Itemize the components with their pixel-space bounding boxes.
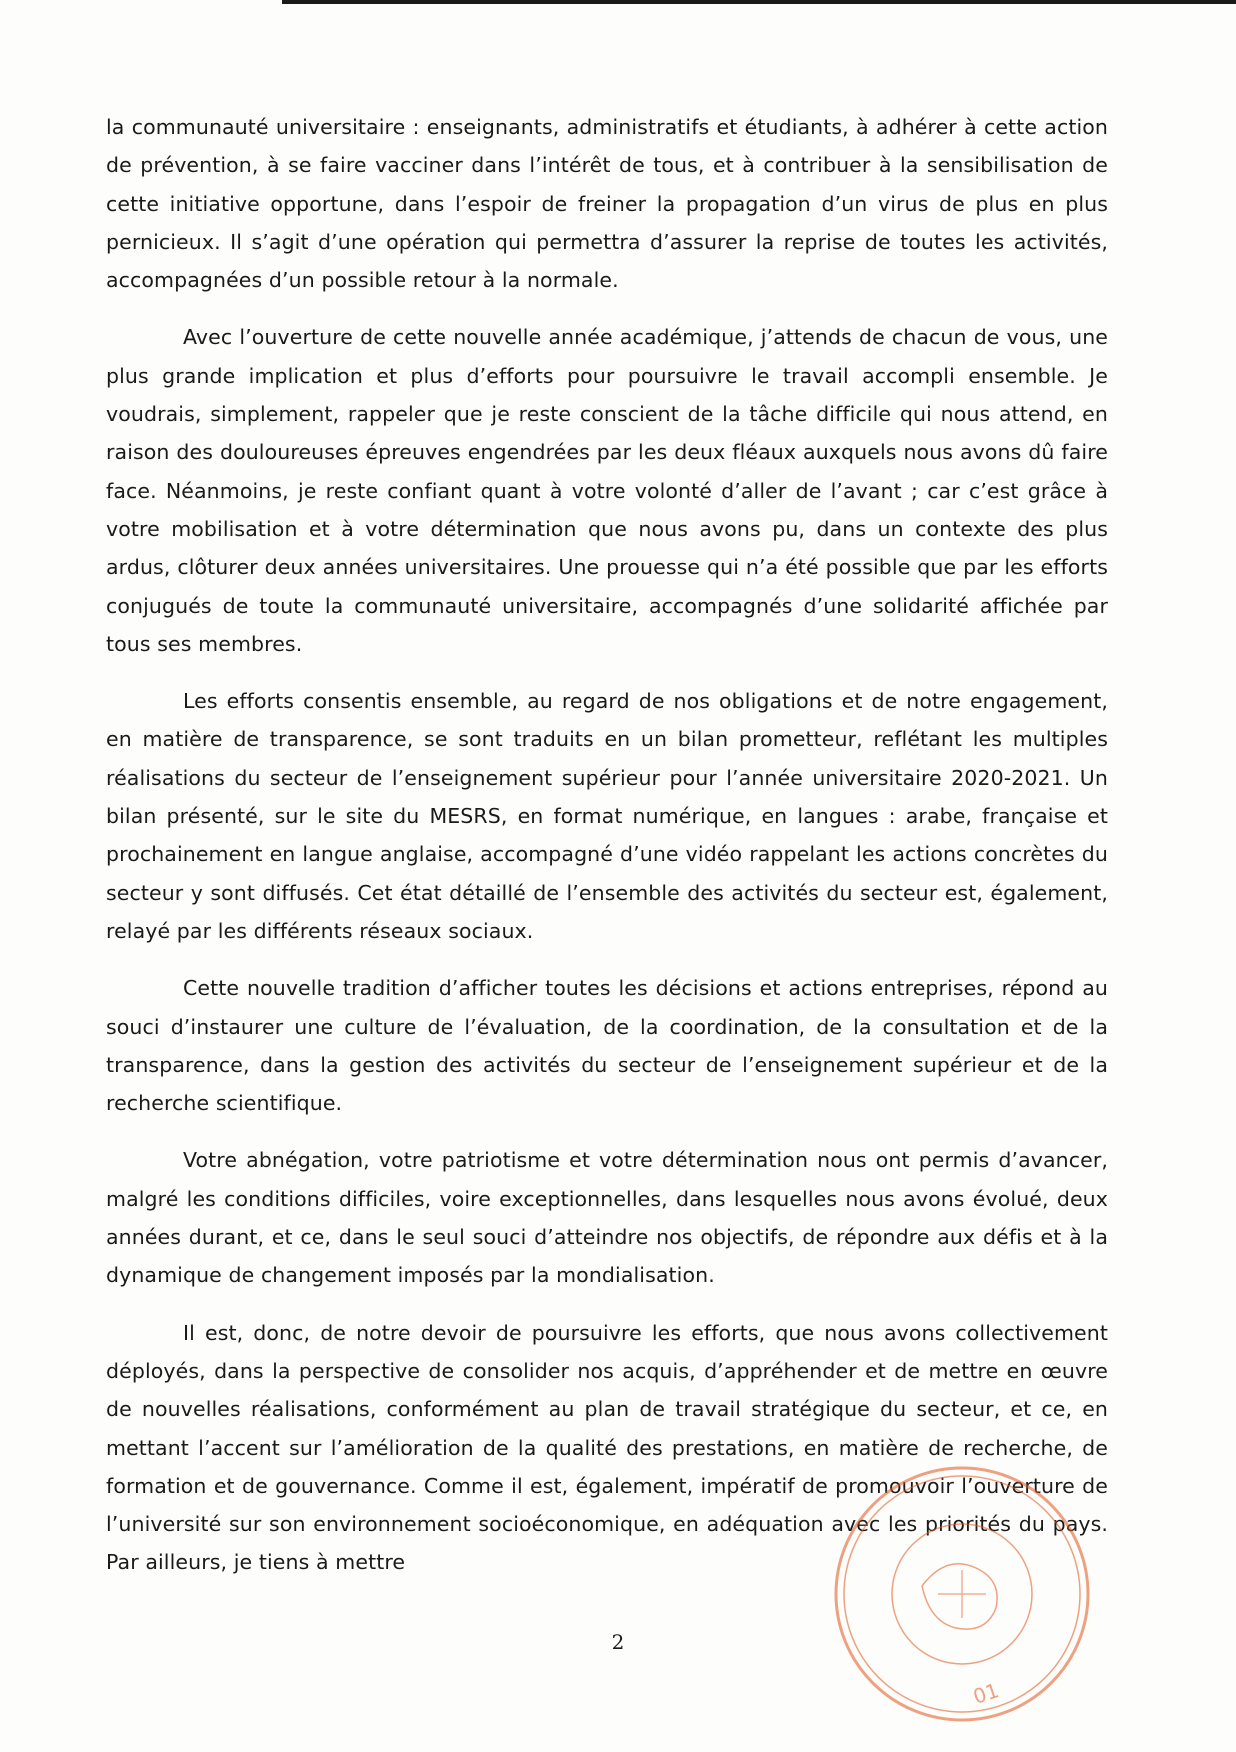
paragraph-consolidation: Il est, donc, de notre devoir de poursuivre les efforts, que nous avons collectivement déployés, dans la perspective de consolider nos acquis, d’appréhender et de mettre en œuvre de nouvelles réalisations, conformément au plan de travail stratégique du secteur, et ce, en mettant l’accent sur l’amélioration de la qualité des prestations, en matière de recherche, de formation et de gouvernance. Comme il est, également, impératif de promouvoir l’ouverture de l’université sur son environnement socioéconomique, en adéquation avec les priorités du pays. Par ailleurs, je tiens à mettre <box>106 1320 1108 1575</box>
paragraph-continuation: la communauté universitaire : enseignants, administratifs et étudiants, à adhérer à cette action de prévention, à se faire vacciner dans l’intérêt de tous, et à contribuer à la sensibilisation de cette initiative opportune, dans l’espoir de freiner la propagation d’un virus de plus en plus pernicieux. Il s’agit d’une opération qui permettra d’assurer la reprise de toutes les activités, accompagnées d’un possible retour à la normale. <box>106 115 1108 293</box>
document-body <box>106 108 1108 1601</box>
scan-top-edge <box>282 0 1236 4</box>
stamp-number: 01 <box>970 1678 1002 1709</box>
page-number: 2 <box>611 1630 625 1654</box>
paragraph-evaluation-culture: Cette nouvelle tradition d’afficher toutes les décisions et actions entreprises, répond au souci d’instaurer une culture de l’évaluation, de la coordination, de la consultation et de la transparence, dans la gestion des activités du secteur de l’enseignement supérieur et de la recherche scientifique. <box>106 976 1108 1116</box>
paragraph-new-academic-year: Avec l’ouverture de cette nouvelle année académique, j’attends de chacun de vous, une plus grande implication et plus d’efforts pour poursuivre le travail accompli ensemble. Je voudrais, simplement, rappeler que je reste conscient de la tâche difficile qui nous attend, en raison des douloureuses épreuves engendrées par les deux fléaux auxquels nous avons dû faire face. Néanmoins, je reste confiant quant à votre volonté d’aller de l’avant ; car c’est grâce à votre mobilisation et à votre détermination que nous avons pu, dans un contexte des plus ardus, clôturer deux années universitaires. Une prouesse qui n’a été possible que par les efforts conjugués de toute la communauté universitaire, accompagnés d’une solidarité affichée par tous ses membres. <box>106 325 1108 656</box>
paragraph-patriotism: Votre abnégation, votre patriotisme et votre détermination nous ont permis d’avancer, malgré les conditions difficiles, voire exceptionnelles, dans lesquelles nous avons évolué, deux années durant, et ce, dans le seul souci d’atteindre nos objectifs, de répondre aux défis et à la dynamique de changement imposés par la mondialisation. <box>106 1148 1108 1288</box>
paragraph-transparency-report: Les efforts consentis ensemble, au regard de nos obligations et de notre engagement, en matière de transparence, se sont traduits en un bilan prometteur, reflétant les multiples réalisations du secteur de l’enseignement supérieur pour l’année universitaire 2020-2021. Un bilan présenté, sur le site du MESRS, en format numérique, en langues : arabe, française et prochainement en langue anglaise, accompagné d’une vidéo rappelant les actions concrètes du secteur y sont diffusés. Cet état détaillé de l’ensemble des activités du secteur est, également, relayé par les différents réseaux sociaux. <box>106 689 1108 943</box>
